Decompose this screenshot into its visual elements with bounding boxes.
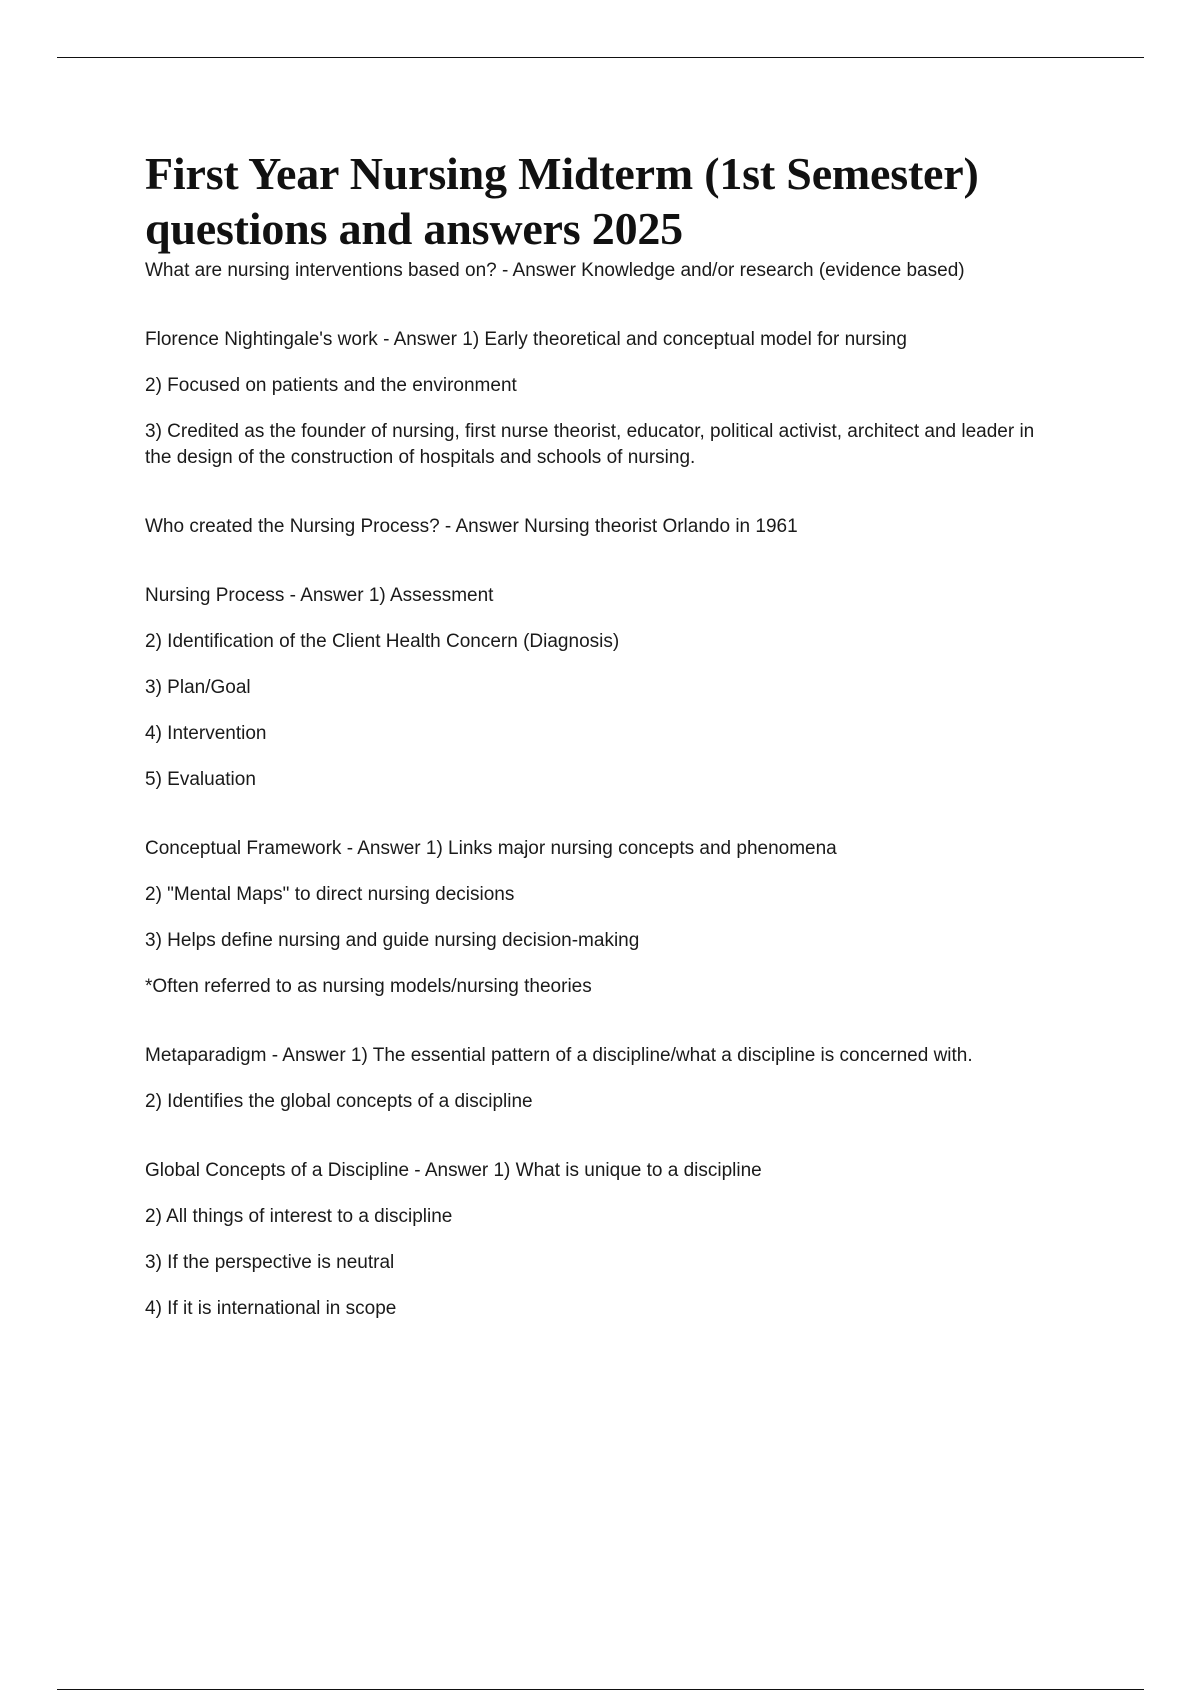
bottom-rule xyxy=(57,1689,1144,1690)
qa-line: *Often referred to as nursing models/nursing theories xyxy=(145,976,592,997)
document-body xyxy=(145,146,1065,1322)
qa-line: 3) Credited as the founder of nursing, first nurse theorist, educator, political activist, architect and leader in the design of the construction of hospitals and schools of nursing. xyxy=(145,421,1035,468)
qa-line: 3) Plan/Goal xyxy=(145,677,251,698)
qa-line: 2) "Mental Maps" to direct nursing decisions xyxy=(145,884,515,905)
document-title: First Year Nursing Midterm (1st Semester) questions and answers 2025 xyxy=(145,148,979,254)
qa-item-nursing-process xyxy=(145,583,1065,793)
qa-line: 2) Identification of the Client Health Concern (Diagnosis) xyxy=(145,631,620,652)
qa-list xyxy=(145,258,1065,1322)
qa-item-nursing-process-creator xyxy=(145,514,1065,540)
qa-line: 4) Intervention xyxy=(145,723,267,744)
top-rule xyxy=(57,57,1144,58)
qa-line: Global Concepts of a Discipline - Answer 1) What is unique to a discipline xyxy=(145,1160,762,1181)
qa-item-interventions-basis xyxy=(145,258,1065,284)
qa-line: 3) If the perspective is neutral xyxy=(145,1252,395,1273)
qa-line: 2) Focused on patients and the environment xyxy=(145,375,517,396)
qa-line: Nursing Process - Answer 1) Assessment xyxy=(145,585,494,606)
qa-line: Florence Nightingale's work - Answer 1) Early theoretical and conceptual model for nursing xyxy=(145,329,907,350)
qa-line: What are nursing interventions based on? - Answer Knowledge and/or research (evidence based) xyxy=(145,260,965,281)
qa-item-metaparadigm xyxy=(145,1043,1065,1115)
qa-line: Conceptual Framework - Answer 1) Links major nursing concepts and phenomena xyxy=(145,838,837,859)
qa-line: Metaparadigm - Answer 1) The essential pattern of a discipline/what a discipline is concerned with. xyxy=(145,1045,973,1066)
qa-item-conceptual-framework xyxy=(145,836,1065,1000)
qa-item-nightingale xyxy=(145,327,1065,471)
qa-line: 3) Helps define nursing and guide nursing decision-making xyxy=(145,930,640,951)
qa-line: 2) All things of interest to a discipline xyxy=(145,1206,453,1227)
qa-line: 5) Evaluation xyxy=(145,769,256,790)
qa-line: Who created the Nursing Process? - Answer Nursing theorist Orlando in 1961 xyxy=(145,516,798,537)
qa-item-global-concepts xyxy=(145,1158,1065,1322)
qa-line: 4) If it is international in scope xyxy=(145,1298,397,1319)
qa-line: 2) Identifies the global concepts of a discipline xyxy=(145,1091,533,1112)
